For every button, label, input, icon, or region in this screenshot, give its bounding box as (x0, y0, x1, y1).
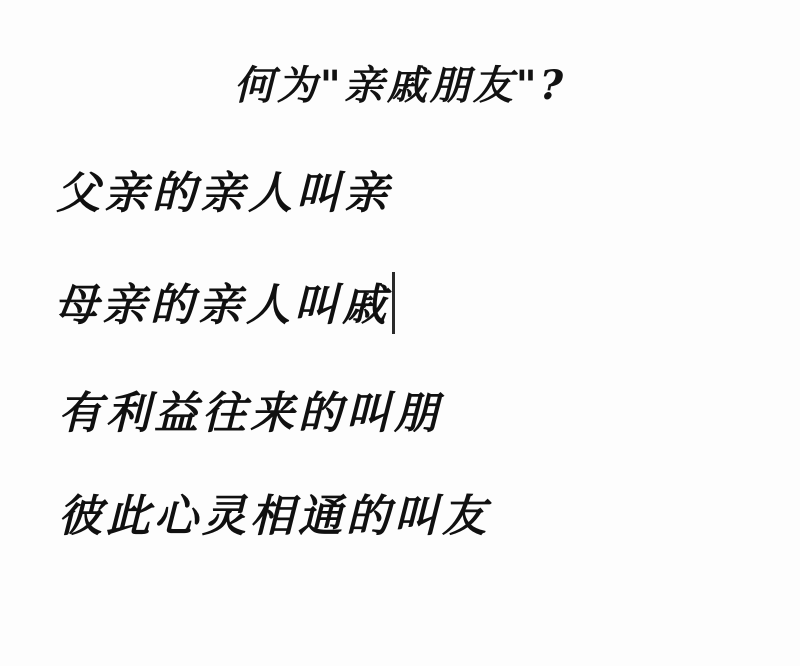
text-line (58, 390, 752, 438)
page-title: 何为"亲戚朋友"? (233, 62, 567, 109)
text-cursor (392, 272, 395, 334)
text-line-content: 父亲的亲人叫亲 (56, 168, 392, 219)
text-line-content: 母亲的亲人叫戚 (54, 280, 390, 332)
text-line (56, 170, 752, 218)
text-line (54, 272, 752, 334)
text-line-content: 彼此心灵相通的叫友 (58, 490, 490, 542)
text-line-content: 有利益往来的叫朋 (58, 388, 442, 440)
text-line (58, 490, 752, 542)
text-body (52, 170, 752, 541)
